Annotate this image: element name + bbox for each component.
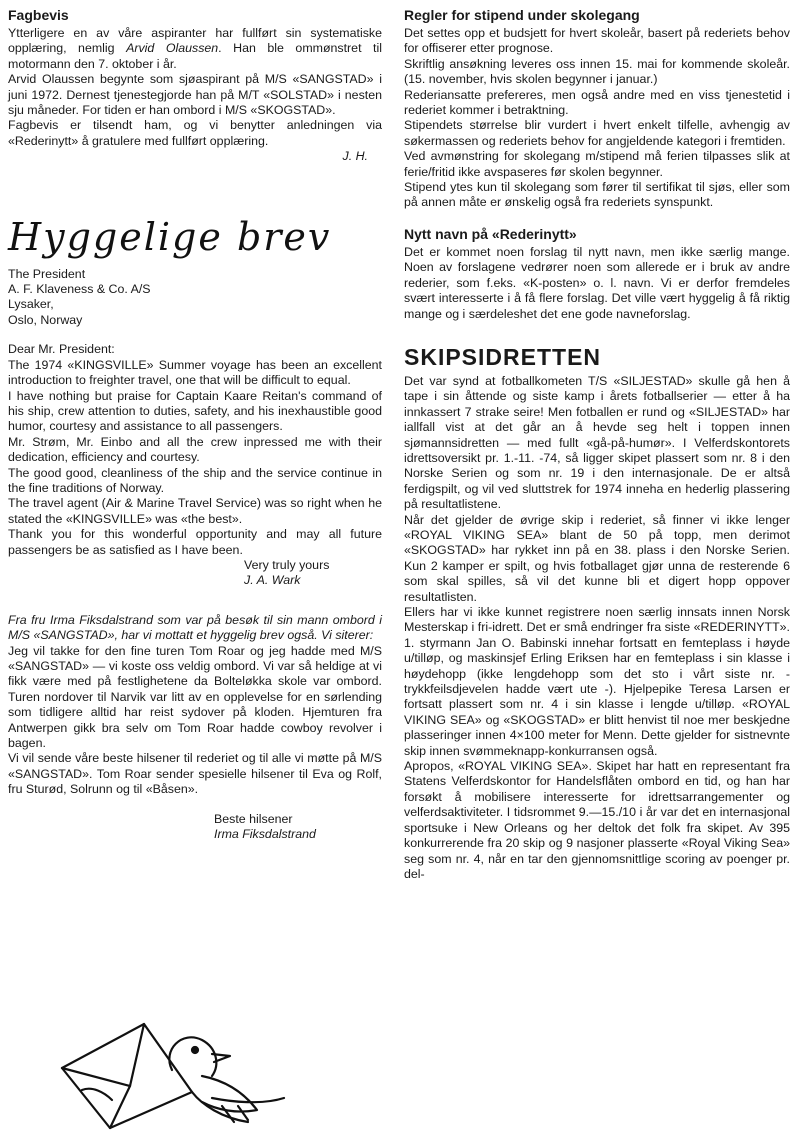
irma-letter-article (8, 613, 382, 843)
irma-intro: Fra fru Irma Fiksdalstrand som var på besøk til sin mann ombord i M/S «SANGSTAD», har vi mottatt et hyggelig brev også. Vi siterer: (8, 612, 382, 643)
irma-paragraph-2: Vi vil sende våre beste hilsener til rederiet og til alle vi møtte på M/S «SANGSTAD». Tom Roar sender spesielle hilsener til Eva og Rolf, fru Sturød, Solrunn og til «Båsen». (8, 751, 382, 797)
regler-paragraph-6: Stipend ytes kun til skolegang som fører til sertifikat til sjøs, eller som på annen måte er ønskelig også fra rederiets synspunkt. (404, 180, 790, 210)
address-line-4: Oslo, Norway (8, 312, 83, 327)
address-line-1: The President (8, 266, 86, 281)
skipsidretten-article (404, 344, 790, 882)
hyggelige-brev-article (8, 213, 382, 589)
skipsidretten-paragraph-3: Ellers har vi ikke kunnet registrere noen særlig innsats innen Norsk Mesterskap i fri-idrett. Det er små endringer fra siste «REDERINYTT». 1. styrmann Jan O. Babinski innehar fortsatt en femteplass i høyde u/tilløp, og maskinsjef Erling Eriksen har en femteplass i sin klasse i høydehopp (ikke lengdehopp som det sto i vårt siste nr. - trykkfeilsdjevelen hadde vært ute -). Hjelpepike Teresa Larsen er fortsatt plassert som nr. 4 i sin klasse i lengde u/tilløp. «ROYAL VIKING SEA» og «SKOGSTAD» er blitt henvist til noe mer beskjedne plasseringer innen 4×100 meter for Menn. Dette gjelder for sistnevnte skip innen svømmeknapp-konkurransen også. (404, 605, 790, 758)
hyggelige-brev-heading: Hyggelige brev (8, 214, 332, 259)
letter-paragraph-6: Thank you for this wonderful opportunity and may all future passengers be as satisfied as I have been. (8, 527, 382, 557)
regler-paragraph-5: Ved avmønstring for skolegang m/stipend må ferien tilpasses slik at ferie/fritid ikke avspaseres før skolen begynner. (404, 149, 790, 179)
nytt-navn-title: Nytt navn på «Rederinytt» (404, 225, 577, 242)
regler-article (404, 6, 790, 211)
bird-envelope-illustration (52, 1010, 292, 1130)
regler-title: Regler for stipend under skolegang (404, 7, 640, 23)
fagbevis-paragraph-3: Fagbevis er tilsendt ham, og vi benytter anledningen via «Rederinytt» å gratulere med fullført opplæring. (8, 118, 382, 148)
letter-closing: Very truly yours (244, 557, 330, 572)
skipsidretten-paragraph-1: Det var synd at fotballkometen T/S «SILJESTAD» skulle gå hen å tape i sin åttende og siste kamp i årets fotballserier — etter å ha innkassert 7 strake seire! Men fotballen er rund og «SILJESTAD» har iallfall vist at det går an å hevde seg helt i toppen innen sjømannsidretten — med fullt «gå-på-humør». I Velferdskontorets idrettsoversikt pr. 1.-11. -74, så ligger skipet plassert som nr. 8 i den Norske Serien og som nr. 19 i den internasjonale. De er altså ferdigspilt, og vil ved sluttstrek for 1974 inneha en hederlig plassering på resultatlistene. (404, 373, 790, 512)
regler-paragraph-1: Det settes opp et budsjett for hvert skoleår, basert på rederiets behov for offiserer etter prognose. (404, 26, 790, 56)
irma-paragraph-1: Jeg vil takke for den fine turen Tom Roar og jeg hadde med M/S «SANGSTAD» — vi koste oss veldig ombord. Vi var så heldige at vi fikk være med på festlighetene da Bolteløkka skole var ombord. Turen nordover til Narvik var litt av en opplevelse for en sørlending som tidligere alltid har reist sydover på kloden. Hjemturen fra Antwerpen gikk bra selv om Tom Roar hadde cowboy revolver i bagen. (8, 643, 382, 751)
address-line-2: A. F. Klaveness & Co. A/S (8, 282, 151, 297)
skipsidretten-paragraph-4: Apropos, «ROYAL VIKING SEA». Skipet har hatt en representant fra Statens Velferdskontor for Handelsflåten ombord en tid, og han har forsøkt å mobilisere interesserte for idrettsarrangementer og velferdsaktiviteter. I tidsrommet 9.—15./10 i år var det en internasjonal sportsuke i New Orleans og her deltok det folk fra skipet. Av 395 konkurrerende fra 20 skip og 9 nasjoner plasserte «Royal Viking Sea» seg som nr. 4, når en tar den gjennomsnittlige scoring av poenger pr. del- (404, 759, 790, 881)
address-line-3: Lysaker, (8, 297, 54, 312)
fagbevis-name: Arvid Olaussen (126, 41, 219, 56)
letter-paragraph-4: The good good, cleanliness of the ship and the service continue in the fine traditions of Norway. (8, 465, 382, 495)
letter-salutation: Dear Mr. President: (8, 342, 115, 357)
regler-paragraph-4: Stipendets størrelse blir vurdert i hvert enkelt tilfelle, avhengig av søkermassen og rederiets behov for angjeldende kategori i fremtiden. (404, 118, 790, 148)
left-column (8, 6, 382, 842)
letter-paragraph-1: The 1974 «KINGSVILLE» Summer voyage has been an excellent introduction to freighter travel, one that will be difficult to equal. (8, 357, 382, 388)
fagbevis-signature: J. H. (342, 149, 368, 164)
letter-paragraph-3: Mr. Strøm, Mr. Einbo and all the crew inpressed me with their dedication, efficiency and courtesy. (8, 434, 382, 465)
letter-paragraph-2: I have nothing but praise for Captain Kaare Reitan's command of his ship, crew attention to duties, safety, and his inexhaustible good humor, courtesy and assistance to all passengers. (8, 388, 382, 434)
fagbevis-article (8, 6, 382, 165)
fagbevis-title: Fagbevis (8, 7, 69, 23)
skipsidretten-paragraph-2: Når det gjelder de øvrige skip i rederiet, så finner vi ikke lenger «ROYAL VIKING SEA» blant de 50 på topp, men derimot «SKOGSTAD» har rykket inn på en 38. plass i den Norske Serien. Kun 2 kamper er spilt, og hvis fotballaget gjør unna de resterende 6 som skal spilles, så vil det kunne bli et digert hopp oppover resultatlisten. (404, 512, 790, 604)
nytt-navn-paragraph-1: Det er kommet noen forslag til nytt navn, men ikke særlig mange. Noen av forslagene vedrører noen som allerede er i bruk av andre rederier, som f.eks. «K-posten» o. l. navn. Vi er derfor fremdeles svært interesserte i å få flere forslag. Det ville vært hyggelig å få riktig mange og i særdeleshet det ene gode navneforslag. (404, 244, 790, 321)
nytt-navn-article (404, 225, 790, 322)
right-column (404, 6, 790, 882)
fagbevis-paragraph-1 (8, 26, 382, 72)
fagbevis-p1-text: Ytterligere en av våre aspiranter har fullført sin systematiske opplæring, nemlig (8, 26, 382, 56)
letter-signature: J. A. Wark (244, 573, 301, 588)
irma-signature: Irma Fiksdalstrand (214, 827, 316, 842)
fagbevis-paragraph-2: Arvid Olaussen begynte som sjøaspirant på M/S «SANGSTAD» i juni 1972. Dernest tjenestegjorde han på M/T «SOLSTAD» i nesten sju måneder. For tiden er han ombord i M/S «SKOGSTAD». (8, 72, 382, 118)
skipsidretten-title: SKIPSIDRETTEN (404, 343, 602, 370)
irma-closing: Beste hilsener (214, 811, 293, 826)
regler-paragraph-2: Skriftlig ansøkning leveres oss innen 15. mai for kommende skoleår. (15. november, hvis skolen begynner i januar.) (404, 56, 790, 87)
letter-paragraph-5: The travel agent (Air & Marine Travel Service) was so right when he stated the «KINGSVILLE» was «the best». (8, 496, 382, 526)
regler-paragraph-3: Rederiansatte prefereres, men også andre med en viss tjenestetid i rederiet kommer i betraktning. (404, 87, 790, 118)
letter-address (8, 267, 382, 329)
fagbevis-p1-text-end: . Han ble ommønstret til motormann den 7. oktober i år. (8, 41, 382, 71)
